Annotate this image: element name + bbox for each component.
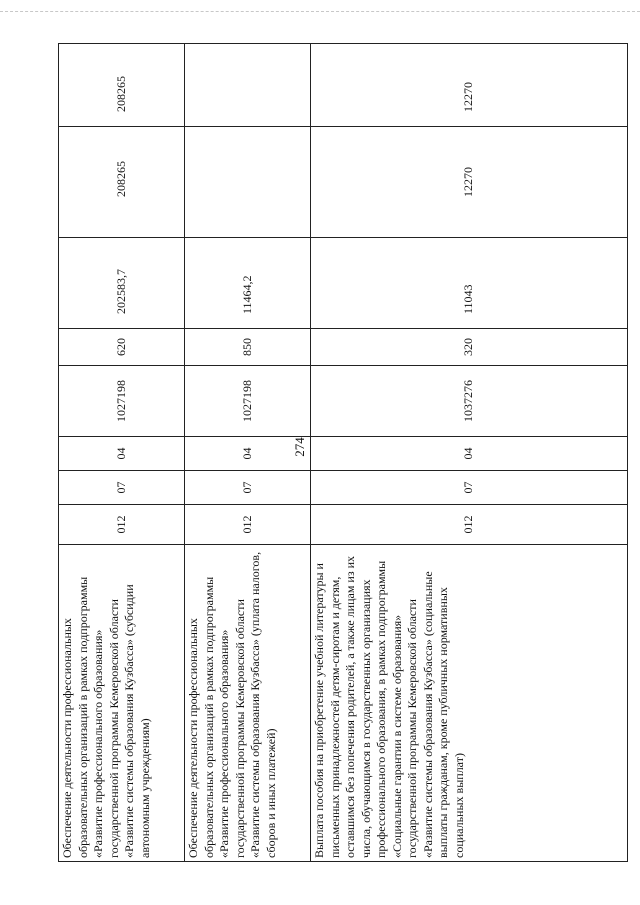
row-description: Обеспечение деятельности профессиональных образовательных организаций в рамках подпрограммы «Развитие профессионального образования» государственной программы Кемеровской области «Развитие системы образования Кузбасса» (субсидии автономным учреждениям)	[59, 545, 185, 862]
expense-type-code: 850	[185, 329, 311, 366]
target-article-code: 1027198	[59, 366, 185, 437]
table-row	[59, 44, 185, 862]
expense-type-code: 620	[59, 329, 185, 366]
sum-year-1: 202583,7	[59, 238, 185, 329]
sum-year-2	[185, 127, 311, 238]
budget-table	[58, 43, 628, 862]
rotated-page	[58, 44, 627, 862]
section-code: 07	[185, 471, 311, 505]
subsection-code: 04	[311, 437, 628, 471]
expense-type-code: 320	[311, 329, 628, 366]
ministry-code: 012	[185, 505, 311, 545]
target-article-code: 1037276	[311, 366, 628, 437]
sum-year-1: 11464,2	[185, 238, 311, 329]
sum-year-3	[185, 44, 311, 127]
table-row	[185, 44, 311, 862]
section-code: 07	[311, 471, 628, 505]
subsection-code: 04	[185, 437, 311, 471]
ministry-code: 012	[59, 505, 185, 545]
sum-year-2: 208265	[59, 127, 185, 238]
ministry-code: 012	[311, 505, 628, 545]
table-row	[311, 44, 628, 862]
row-description: Выплата пособия на приобретение учебной литературы и письменных принадлежностей детям-сиротам и детям, оставшимся без попечения родителей, а также лицам из их числа, обучающимся в государственных организациях профессионального образования, в рамках подпрограммы «Социальные гарантии в системе образования» государственной программы Кемеровской области «Развитие системы образования Кузбасса» (социальные выплаты гражданам, кроме публичных нормативных социальных выплат)	[311, 545, 628, 862]
sum-year-3: 208265	[59, 44, 185, 127]
scan-edge-line	[0, 11, 640, 12]
target-article-code: 1027198	[185, 366, 311, 437]
sum-year-2: 12270	[311, 127, 628, 238]
subsection-code: 04	[59, 437, 185, 471]
sum-year-3: 12270	[311, 44, 628, 127]
sum-year-1: 11043	[311, 238, 628, 329]
page-number: 274	[292, 437, 307, 457]
section-code: 07	[59, 471, 185, 505]
row-description: Обеспечение деятельности профессиональных образовательных организаций в рамках подпрограммы «Развитие профессионального образования» государственной программы Кемеровской области «Развитие системы образования Кузбасса» (уплата налогов, сборов и иных платежей)	[185, 545, 311, 862]
